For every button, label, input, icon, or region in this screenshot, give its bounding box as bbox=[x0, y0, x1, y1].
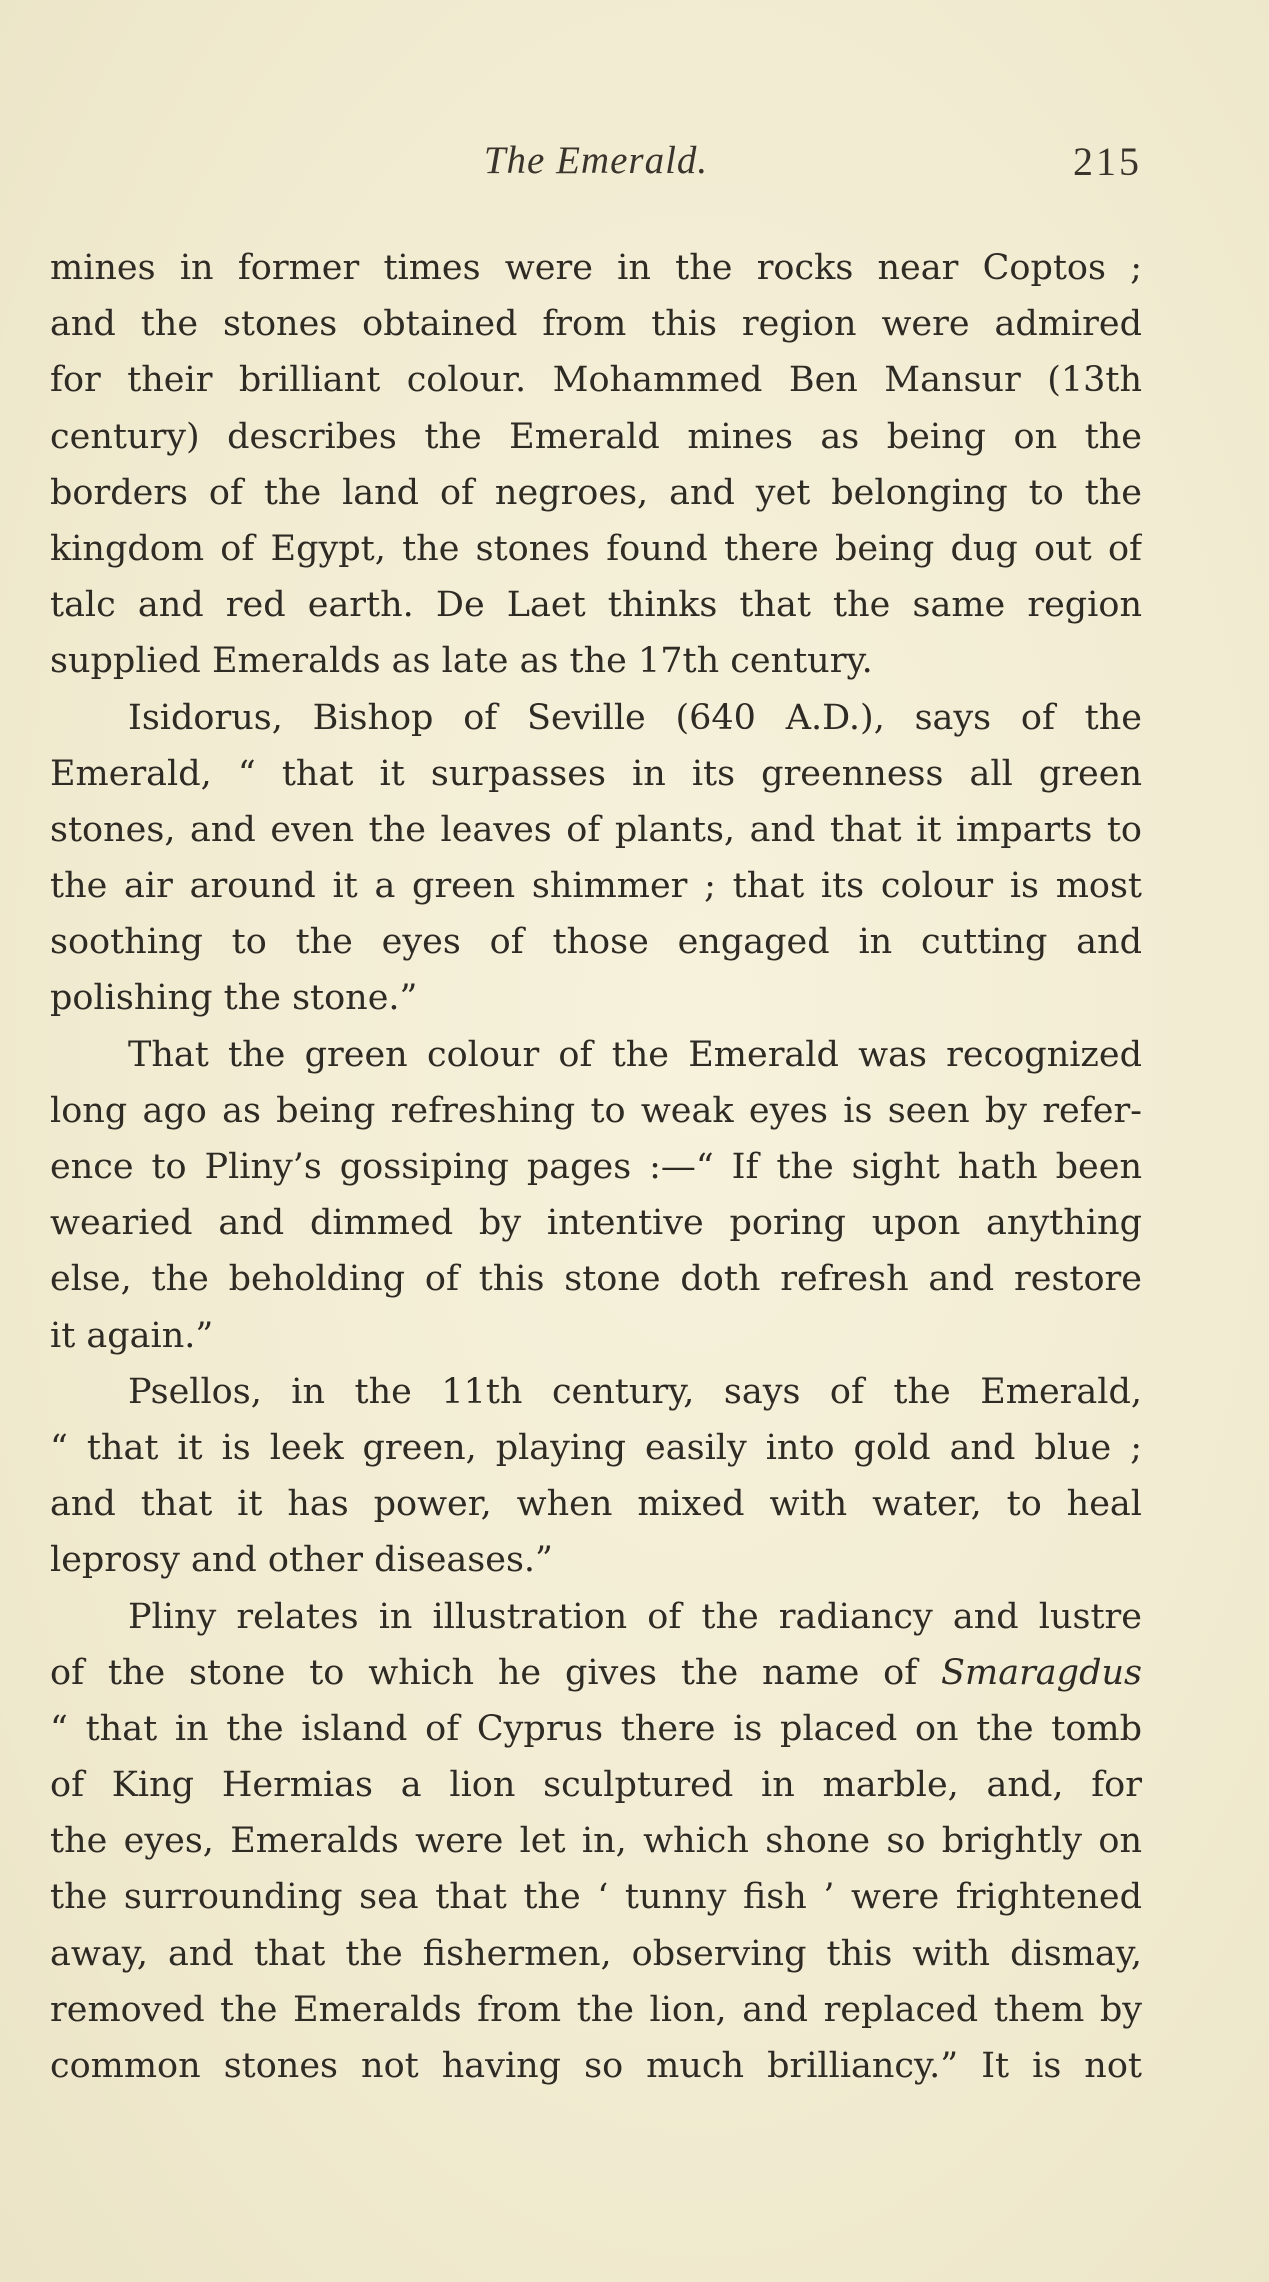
text-line bbox=[50, 1645, 1142, 1701]
text-line: away, and that the fishermen, observing this with dismay, bbox=[50, 1933, 1142, 1974]
text-line: leprosy and other diseases.” bbox=[50, 1540, 553, 1581]
text-line: mines in former times were in the rocks near Coptos ; bbox=[50, 248, 1142, 288]
text-line: kingdom of Egypt, the stones found there being dug out of bbox=[50, 528, 1142, 569]
text-line: wearied and dimmed by intentive poring upon anything bbox=[50, 1203, 1142, 1244]
text-line: long ago as being refreshing to weak eyes is seen by refer- bbox=[50, 1090, 1142, 1131]
body-text bbox=[50, 240, 1142, 2094]
running-title: The Emerald. bbox=[483, 139, 709, 182]
text-line: the eyes, Emeralds were let in, which shone so brightly on bbox=[50, 1821, 1142, 1862]
text-line: else, the beholding of this stone doth refresh and restore bbox=[50, 1259, 1142, 1300]
text-line: it again.” bbox=[50, 1315, 214, 1356]
text-line: “ that in the island of Cyprus there is placed on the tomb bbox=[50, 1708, 1142, 1749]
text-line: That the green colour of the Emerald was recognized bbox=[128, 1034, 1142, 1075]
running-head bbox=[50, 138, 1142, 188]
page-number: 215 bbox=[1073, 139, 1142, 184]
text-line: and that it has power, when mixed with water, to heal bbox=[50, 1484, 1142, 1525]
text-line: polishing the stone.” bbox=[50, 978, 418, 1019]
text-line: Psellos, in the 11th century, says of the Emerald, bbox=[128, 1371, 1142, 1412]
text-line: common stones not having so much brilliancy.” It is not bbox=[50, 2046, 1142, 2086]
text-line: removed the Emeralds from the lion, and replaced them by bbox=[50, 1989, 1142, 2030]
text-line: the surrounding sea that the ‘ tunny fish ’ were frightened bbox=[50, 1877, 1142, 1918]
text-line: soothing to the eyes of those engaged in cutting and bbox=[50, 922, 1142, 963]
text-line: the air around it a green shimmer ; that its colour is most bbox=[50, 866, 1142, 907]
text-fragment: of the stone to which he gives the name of bbox=[50, 1652, 918, 1693]
text-line: borders of the land of negroes, and yet belonging to the bbox=[50, 472, 1142, 513]
text-line: ence to Pliny’s gossiping pages :—“ If the sight hath been bbox=[50, 1147, 1142, 1187]
italic-term: Smaragdus bbox=[941, 1652, 1142, 1693]
text-line: Pliny relates in illustration of the radiancy and lustre bbox=[128, 1596, 1142, 1637]
text-line: of King Hermias a lion sculptured in marble, and, for bbox=[50, 1765, 1142, 1806]
text-line: and the stones obtained from this region were admired bbox=[50, 304, 1142, 345]
text-line: stones, and even the leaves of plants, and that it imparts to bbox=[50, 809, 1142, 850]
text-line: “ that it is leek green, playing easily into gold and blue ; bbox=[50, 1427, 1142, 1468]
text-line: talc and red earth. De Laet thinks that the same region bbox=[50, 585, 1142, 626]
text-line: for their brilliant colour. Mohammed Ben Mansur (13th bbox=[50, 360, 1142, 401]
text-line: Isidorus, Bishop of Seville (640 A.D.), says of the bbox=[128, 697, 1142, 738]
text-line: supplied Emeralds as late as the 17th century. bbox=[50, 641, 873, 682]
text-line: Emerald, “ that it surpasses in its greenness all green bbox=[50, 753, 1142, 794]
text-line: century) describes the Emerald mines as being on the bbox=[50, 416, 1142, 457]
